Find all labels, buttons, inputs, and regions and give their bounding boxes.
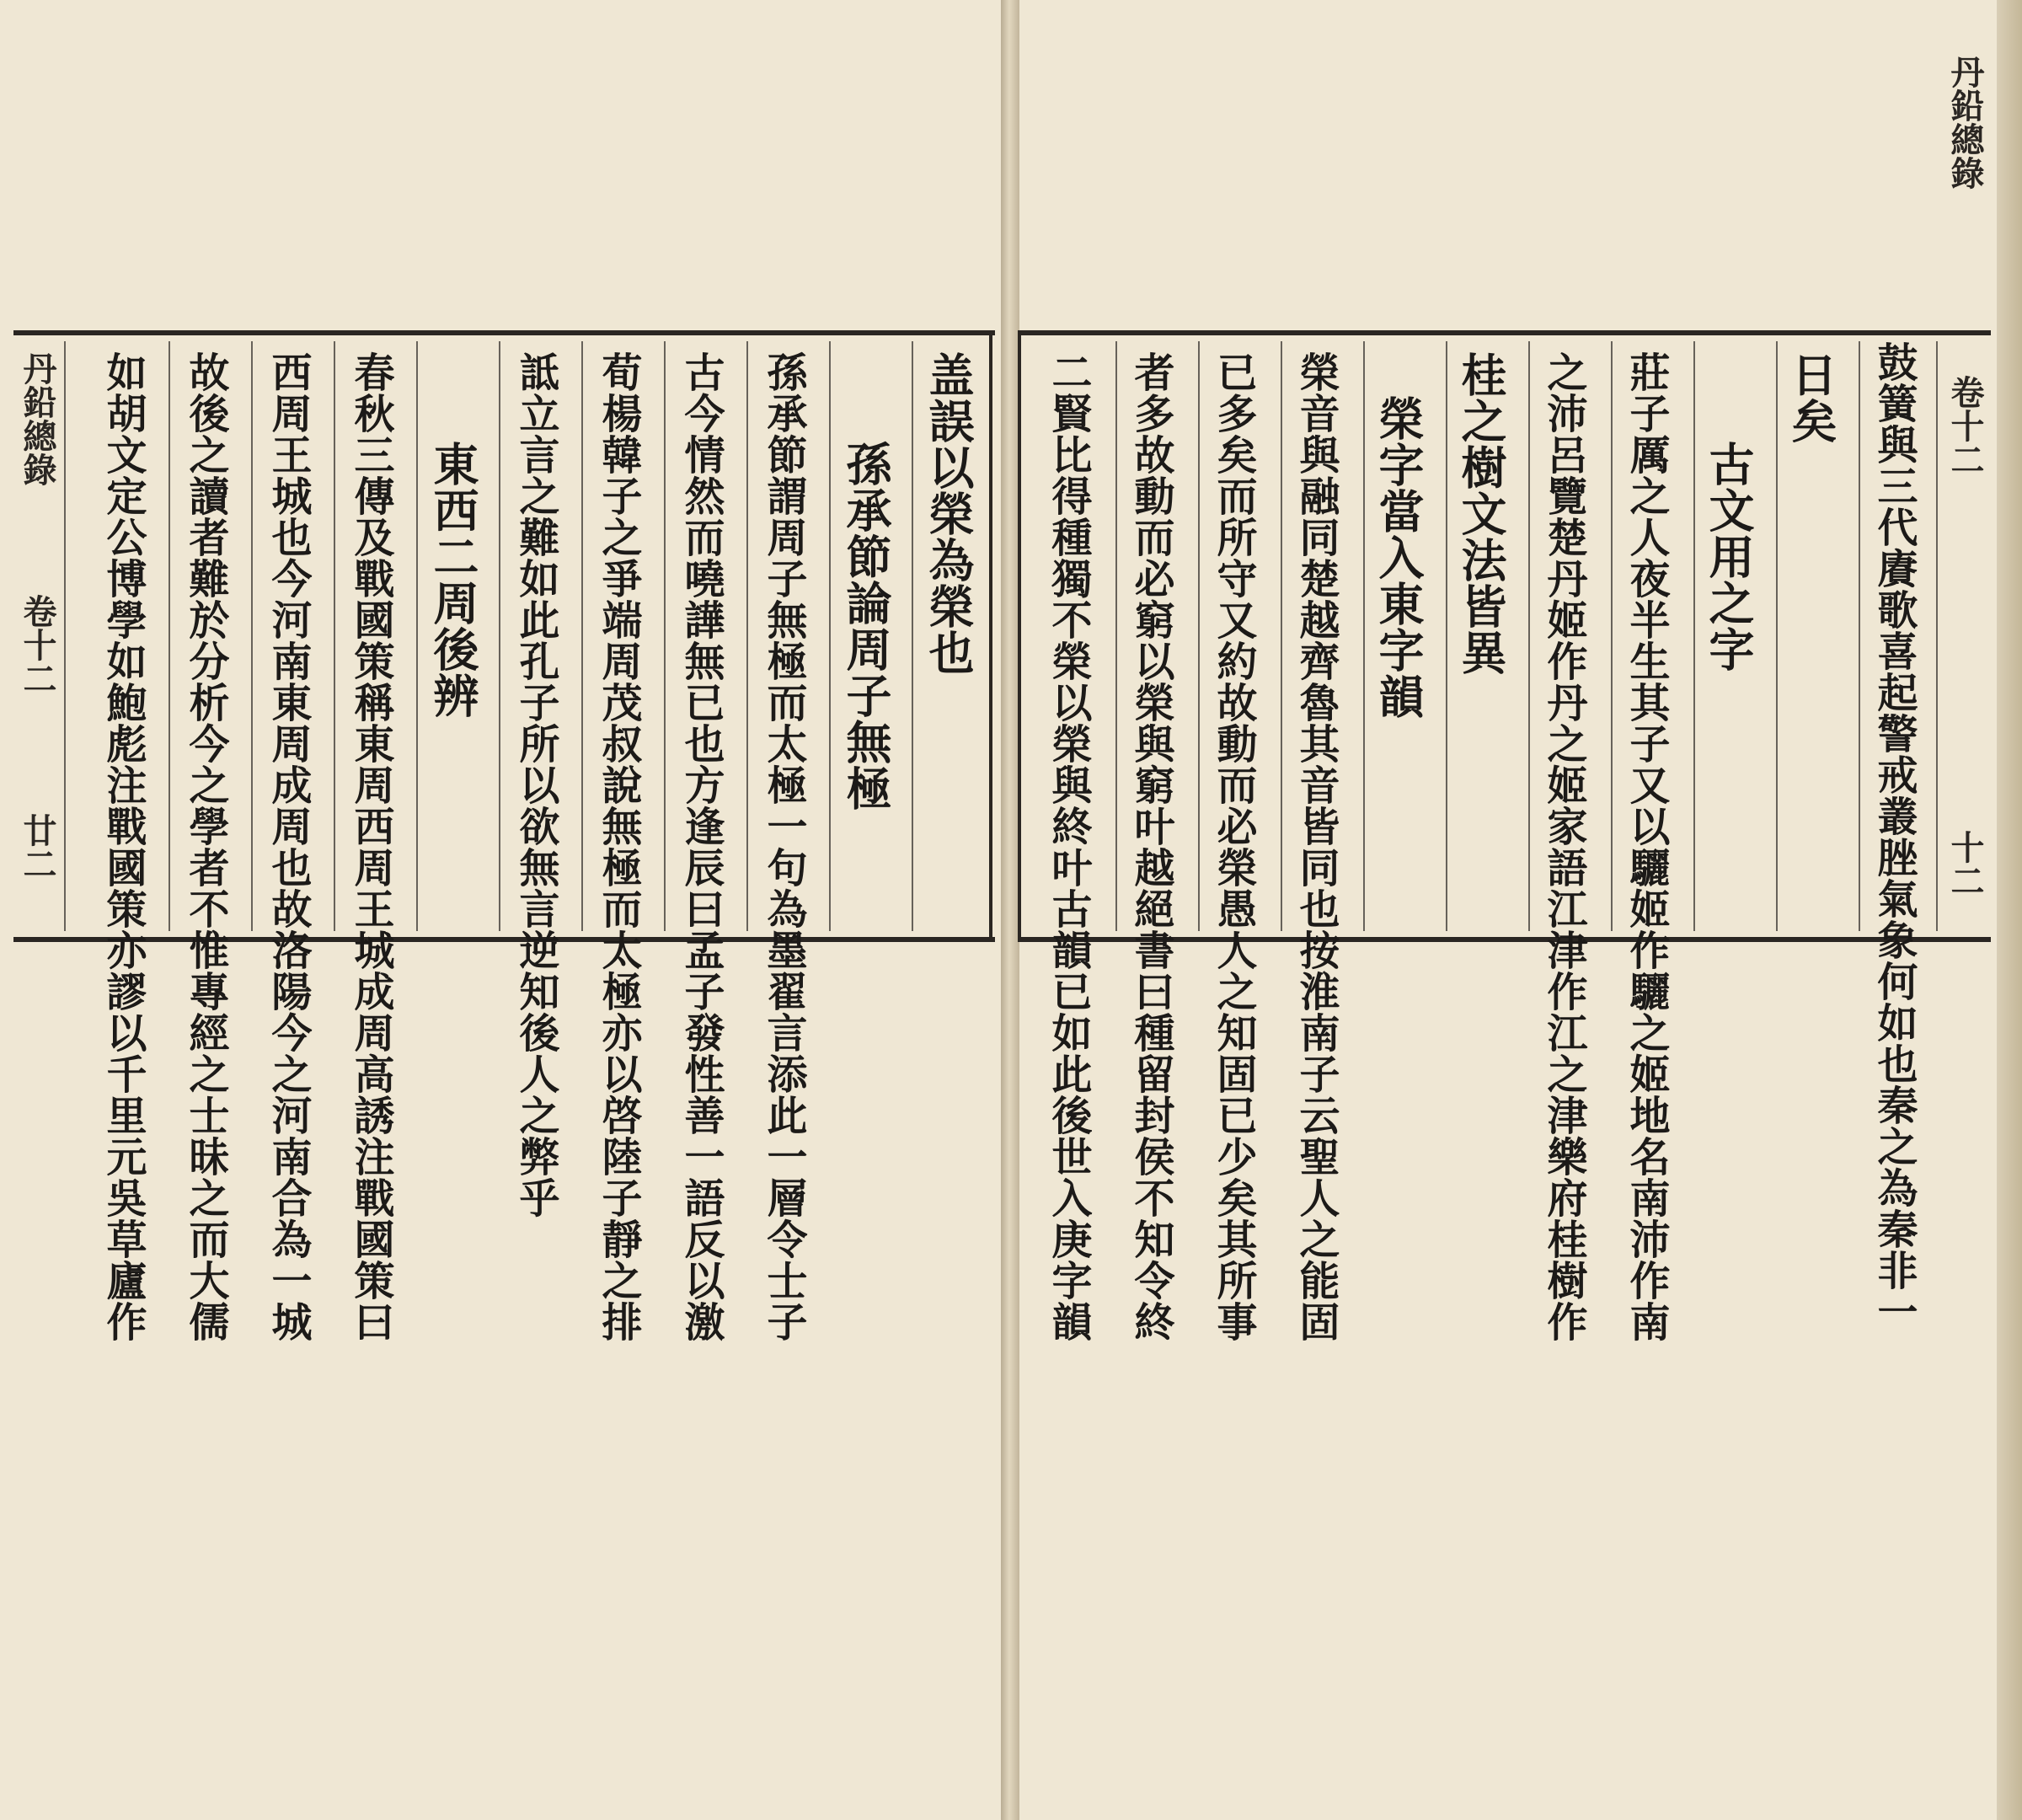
text-column: 者多故動而必窮以榮與窮叶越絕書曰種留封侯不知令終	[1127, 351, 1174, 1342]
column-rule	[829, 341, 831, 931]
column-rule	[1363, 341, 1365, 931]
text-column: 詆立言之難如此孔子所以欲無言逆知後人之弊乎	[512, 351, 559, 1218]
text-column: 如胡文定公博學如鮑彪注戰國策亦謬以千里元吳草廬作	[99, 351, 147, 1342]
column-rule	[416, 341, 418, 931]
text-column: 古文用之字	[1702, 441, 1756, 672]
text-column: 榮字當入東字韻	[1372, 395, 1426, 720]
left-banxin-juan: 卷十二	[18, 594, 57, 695]
left-bottom-rule	[13, 937, 995, 942]
text-column: 東西二周後辨	[426, 441, 480, 719]
text-column: 盖誤以榮為榮也	[922, 351, 976, 676]
right-banxin-divider	[1936, 341, 1938, 931]
left-banxin-divider	[64, 341, 66, 931]
right-banxin	[1941, 55, 1988, 931]
right-banxin-juan: 卷十二	[1945, 375, 1985, 476]
text-column: 桂之樹文法皆異	[1454, 351, 1508, 676]
text-column: 西周王城也今河南東周成周也故洛陽今之河南合為一城	[265, 351, 312, 1342]
text-column: 榮音與融同楚越齊魯其音皆同也按淮南子云聖人之能固	[1292, 351, 1340, 1342]
right-text-panel	[1023, 341, 1933, 1342]
column-rule	[1281, 341, 1282, 931]
text-column: 孫承節謂周子無極而太極一句為墨翟言添此一層令士子	[760, 351, 807, 1342]
text-column: 日矣	[1784, 351, 1838, 444]
text-column: 孫承節論周子無極	[839, 441, 893, 811]
column-rule	[746, 341, 748, 931]
column-rule	[912, 341, 913, 931]
text-column: 鼓簧與三代賡歌喜起警戒叢脞氣象何如也秦之為秦非一	[1870, 341, 1918, 1332]
column-rule	[1611, 341, 1613, 931]
left-text-panel	[69, 341, 987, 1342]
column-rule	[1115, 341, 1117, 931]
column-rule	[499, 341, 500, 931]
column-rule	[1198, 341, 1200, 931]
column-rule	[664, 341, 666, 931]
column-rule	[1859, 341, 1860, 931]
text-column: 故後之讀者難於分析今之學者不惟專經之士昧之而大儒	[182, 351, 229, 1342]
column-rule	[581, 341, 583, 931]
text-column: 古今情然而嘵譁無已也方逢辰曰孟子發性善一語反以激	[677, 351, 725, 1342]
text-column: 之沛呂覽楚丹姬作丹之姬家語江津作江之津樂府桂樹作	[1540, 351, 1587, 1342]
column-rule	[1693, 341, 1695, 931]
left-banxin-title: 丹鉛總錄	[18, 351, 57, 486]
column-rule	[1528, 341, 1530, 931]
column-rule	[334, 341, 335, 931]
text-column: 荀楊韓子之爭端周茂叔說無極而太極亦以啓陸子靜之排	[595, 351, 642, 1342]
text-column: 二賢比得種獨不榮以榮與終叶古韻已如此後世入庚字韻	[1045, 351, 1092, 1342]
text-column: 春秋三傳及戰國策稱東周西周王城成周高誘注戰國策曰	[347, 351, 394, 1342]
left-banxin	[13, 341, 61, 931]
book-gutter	[1001, 0, 1019, 1820]
text-column: 莊子厲之人夜半生其子又以驪姬作驪之姬地名南沛作南	[1623, 351, 1670, 1342]
page-fore-edge	[1997, 0, 2022, 1820]
left-inner-rule	[989, 330, 992, 942]
column-rule	[1776, 341, 1778, 931]
right-folio-number: 十二	[1945, 830, 1985, 897]
text-column: 已多矣而所守又約故動而必榮愚人之知固已少矣其所事	[1210, 351, 1257, 1342]
left-top-rule	[13, 330, 995, 335]
column-rule	[168, 341, 170, 931]
right-inner-rule	[1018, 330, 1021, 942]
left-folio-number: 廿二	[18, 813, 57, 881]
column-rule	[1446, 341, 1447, 931]
column-rule	[251, 341, 253, 931]
right-top-rule	[1018, 330, 1991, 335]
right-banxin-title: 丹鉛總錄	[1945, 55, 1985, 190]
